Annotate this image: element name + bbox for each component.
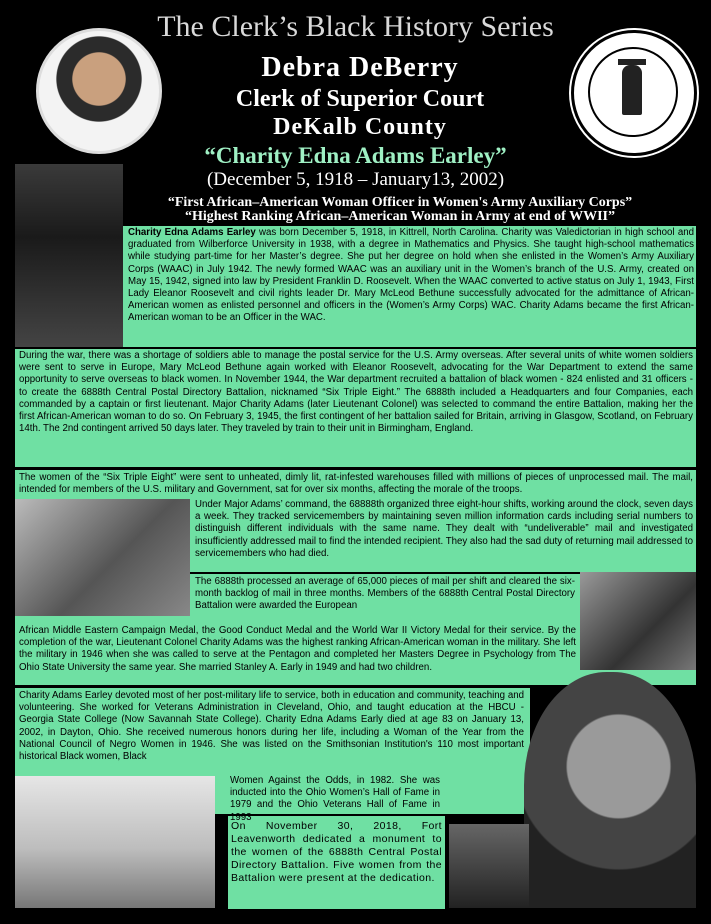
intro-lead: Charity Edna Adams Earley	[128, 227, 256, 238]
elder-portrait-photo	[524, 672, 696, 908]
mail-sorting-photo	[15, 499, 190, 616]
paragraph-later-life: Charity Adams Earley devoted most of her post-military life to service, both in education and community, teaching and volunteering. She worked for Veterans Administration in Cleveland, Ohio, and taught education at the HBCU - Georgia State College (Now Savannah State College). Charity Edna Adams Early died at age 83 on January 13, 2002, in Dayton, Ohio. She received numerous honors during her life, including a Woman of the Year from the National Council of Negro Women in 1946. She was listed on the Smithsonian Institution's 110 most important historical Black women, Black	[19, 690, 524, 763]
formation-photo	[15, 776, 215, 908]
clerk-name: Debra DeBerry	[261, 52, 459, 83]
justice-figure-icon	[622, 65, 642, 115]
court-seal	[571, 30, 697, 156]
paragraph-war: During the war, there was a shortage of soldiers able to manage the postal service for the U.S. Army overseas. After several units of white women soldiers were sent to serve in Europe, Mary McLeod Bethune again worked with Eleanor Roosevelt, advocating for the War Department to extend the same opportunity to serve overseas to black women. In November 1944, the War department recruited a battalion of black women - 824 enlisted and 31 officers - to create the 6888th Central Postal Directory Battalion, nicknamed “Six Triple Eight.” The 6888th included a Headquarters and four Companies, each commanded by a captain or first lieutenant. Major Charity Adams (later Lieutenant Colonel) was selected to command the entire Battalion, making her the first African-American woman to do so. On February 3, 1945, the first contingent of her battalion sailed for Britain, arriving in Glasgow, Scotland, on February 14th. The 2nd contingent arrived 50 days later. They traveled by train to their unit in Birmingham, England.	[19, 350, 693, 435]
paragraph-backlog: The 6888th processed an average of 65,000 pieces of mail per shift and cleared the six-month backlog of mail in three months. Members of the 6888th Central Postal Directory Battalion were awarded the European	[195, 576, 575, 612]
tagline-1: “First African–American Woman Officer in Women's Army Auxiliary Corps”	[167, 195, 633, 210]
paragraph-monument: On November 30, 2018, Fort Leavenworth dedicated a monument to the women of the 6888th Central Postal Directory Battalion. Five women from the Battalion were present at the dedication.	[231, 820, 442, 884]
paragraph-mail-intro: The women of the “Six Triple Eight” were sent to unheated, dimly lit, rat-infested warehouses filled with millions of pieces of unprocessed mail. The mail, intended for members of the U.S. military and Government, sat for over six months, affecting the morale of the troops.	[19, 472, 693, 496]
intro-text: was born December 5, 1918, in Kittrell, North Carolina. Charity was Valedictorian in high school and graduated from Wilberforce University in 1938, with a degree in Mathematics and Physics. She taught high-school mathematics while studying part-time for her Master’s degree. She put her degree on hold when she enlisted in the Women’s Army Auxiliary Corps (WAAC) in July 1942. The newly formed WAAC was an auxiliary unit in the Women’s branch of the U.S. Army, created on May 15, 1942, signed into law by President Franklin D. Roosevelt. When the WAAC converted to active status on July 1, 1943, First Lady Eleanor Roosevelt and civil rights leader Dr. Mary McLeod Bethune successfully advocated for the admittance of African-American women as enlisted personnel and officers in the (Women’s Army Corps) WAC. Charity Adams became the first African-American woman to be an Officer in the WAC.	[128, 227, 694, 324]
paragraph-intro	[128, 227, 694, 325]
uniform-portrait-photo	[15, 164, 123, 347]
paragraph-medals: African Middle Eastern Campaign Medal, the Good Conduct Medal and the World War II Victory Medal for their service. By the completion of the war, Lieutenant Colonel Charity Adams was the highest ranking African-American woman in the military. She left the military in 1946 when she was called to serve at the Pentagon and completed her Masters Degree in Psychology from The Ohio State University the same year. She married Stanley A. Early in 1949 and had two children.	[19, 625, 576, 673]
monument-photo	[449, 824, 529, 908]
paragraph-honors: Women Against the Odds, in 1982. She was inducted into the Ohio Women’s Hall of Fame in 1979 and the Ohio Veterans Hall of Fame in 1993	[230, 775, 440, 823]
subject-name: “Charity Edna Adams Earley”	[204, 143, 507, 168]
paragraph-mail-ops: Under Major Adams’ command, the 68888th organized three eight-hour shifts, working around the clock, seven days a week. They tracked servicemembers by maintaining seven million information cards including serial numbers to distinguish different individuals with the same name. They dealt with “undeliverable” mail and investigated insufficiently addressed mail to find the intended recipient. They also had the sad duty of returning mail addressed to servicemembers who had died.	[195, 499, 693, 559]
clerk-portrait	[36, 28, 162, 154]
jeep-photo	[580, 572, 696, 670]
tagline-2: “Highest Ranking African–American Woman in Army at end of WWII”	[184, 209, 615, 224]
county-name: DeKalb County	[273, 114, 447, 140]
clerk-title: Clerk of Superior Court	[235, 86, 485, 112]
life-dates: (December 5, 1918 – January13, 2002)	[206, 169, 505, 190]
series-title: The Clerk’s Black History Series	[157, 10, 554, 43]
